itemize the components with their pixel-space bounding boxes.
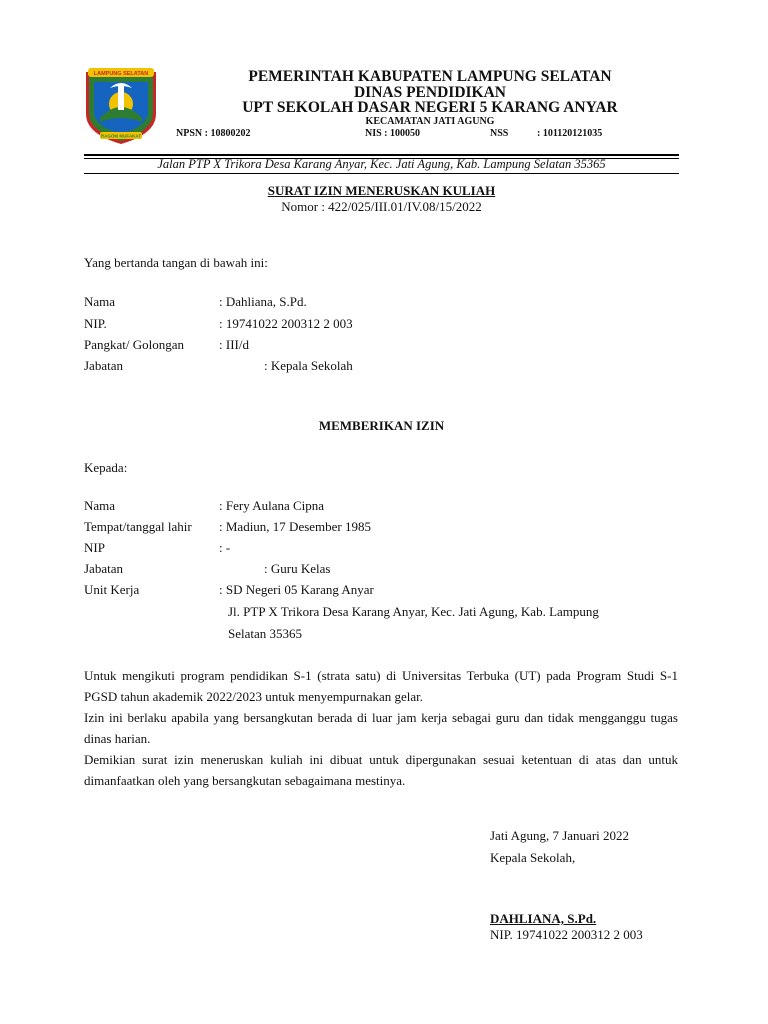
unit-address-line-1: Jl. PTP X Trikora Desa Karang Anyar, Kec. Jati Agung, Kab. Lampung	[228, 604, 599, 619]
recipient-label-unit: Unit Kerja	[84, 582, 140, 597]
letterhead-line-3: UPT SEKOLAH DASAR NEGERI 5 KARANG ANYAR	[242, 99, 618, 116]
npsn-text: NPSN : 10800202	[176, 128, 251, 139]
signer-label-rank: Pangkat/ Golongan	[84, 337, 185, 352]
permission-heading: MEMBERIKAN IZIN	[318, 418, 445, 433]
unit-address-line-2: Selatan 35365	[228, 626, 303, 641]
letterhead-line-2: DINAS PENDIDIKAN	[353, 84, 506, 101]
body-paragraph-1: Untuk mengikuti program pendidikan S-1 (strata satu) di Universitas Terbuka (UT) pada Program Studi S-1 PGSD tahun akademik 2022/2023 untuk menyempurnakan gelar.	[84, 668, 678, 704]
recipient-value-nip: : -	[219, 540, 231, 555]
nss-label: NSS	[490, 128, 509, 139]
kepada-text: Kepada:	[84, 460, 128, 475]
recipient-value-unit: : SD Negeri 05 Karang Anyar	[219, 582, 374, 597]
svg-text:LAMPUNG SELATAN: LAMPUNG SELATAN	[93, 71, 149, 77]
body-paragraph-2: Izin ini berlaku apabila yang bersangkutan berada di luar jam kerja sebagai guru dan tidak mengganggu tugas dinas harian.	[84, 710, 678, 746]
letter-body	[84, 665, 678, 791]
regency-logo-icon	[80, 66, 162, 146]
signer-value-name: : Dahliana, S.Pd.	[219, 294, 307, 309]
recipient-value-name: : Fery Aulana Cipna	[219, 498, 325, 513]
letter-title: SURAT IZIN MENERUSKAN KULIAH	[267, 183, 496, 198]
signer-name: DAHLIANA, S.Pd.	[490, 911, 597, 926]
recipient-value-birth: : Madiun, 17 Desember 1985	[219, 519, 372, 534]
svg-text:RAGOM MUFAKAT: RAGOM MUFAKAT	[100, 133, 142, 139]
letter-number: Nomor : 422/025/III.01/IV.08/15/2022	[281, 199, 482, 214]
signer-value-position: : Kepala Sekolah	[264, 358, 353, 373]
recipient-label-birth: Tempat/tanggal lahir	[84, 519, 192, 534]
recipient-label-name: Nama	[84, 498, 116, 513]
recipient-label-nip: NIP	[84, 540, 105, 555]
intro-text: Yang bertanda tangan di bawah ini:	[84, 255, 268, 270]
signer-value-rank: : III/d	[219, 337, 249, 352]
signer-label-position: Jabatan	[84, 358, 123, 373]
signer-position: Kepala Sekolah,	[490, 850, 576, 865]
signer-value-nip: : 19741022 200312 2 003	[219, 316, 353, 331]
signer-label-nip: NIP.	[84, 316, 107, 331]
recipient-label-position: Jabatan	[84, 561, 123, 576]
body-paragraph-3: Demikian surat izin meneruskan kuliah ini dibuat untuk dipergunakan sesuai ketentuan di atas dan untuk dimanfaatkan oleh yang bersangkutan sebagaimana mestinya.	[84, 752, 678, 788]
nss-value: : 101120121035	[537, 128, 603, 139]
letterhead-line-4: KECAMATAN JATI AGUNG	[365, 116, 495, 127]
nis-text: NIS : 100050	[365, 128, 421, 139]
signer-nip: NIP. 19741022 200312 2 003	[490, 927, 643, 942]
signer-label-name: Nama	[84, 294, 116, 309]
header-rule-thick	[84, 154, 679, 156]
letterhead-line-1: PEMERINTAH KABUPATEN LAMPUNG SELATAN	[248, 68, 612, 85]
recipient-value-position: : Guru Kelas	[264, 561, 331, 576]
address-rule	[84, 173, 679, 174]
place-date: Jati Agung, 7 Januari 2022	[490, 828, 630, 843]
school-address: Jalan PTP X Trikora Desa Karang Anyar, Kec. Jati Agung, Kab. Lampung Selatan 35365	[157, 157, 606, 171]
